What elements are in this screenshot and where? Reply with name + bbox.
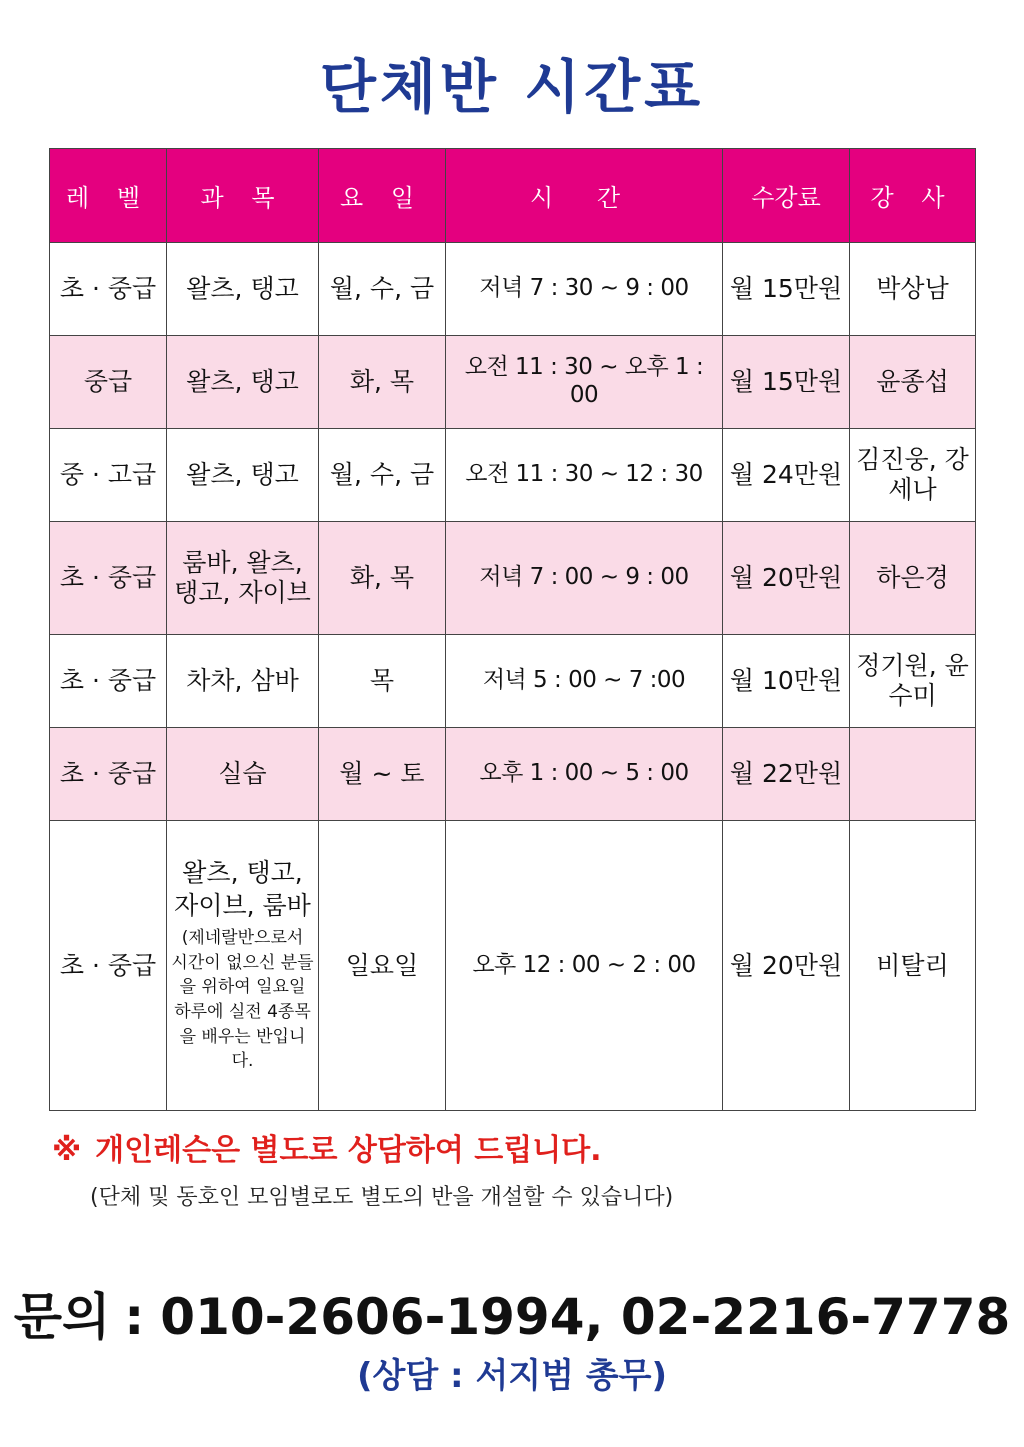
table-row: [50, 728, 976, 821]
header-instructor: 강 사: [850, 149, 976, 243]
cell-time: 저녁 5 : 00 ~ 7 :00: [446, 635, 723, 728]
subject-main: 왈츠, 탱고, 자이브, 룸바: [174, 858, 311, 920]
cell-days: 목: [319, 635, 446, 728]
schedule-table: [49, 148, 976, 1111]
cell-subject: 왈츠, 탱고: [167, 429, 319, 522]
cell-days: 화, 목: [319, 522, 446, 635]
header-time: 시 간: [446, 149, 723, 243]
cell-fee: 월 10만원: [723, 635, 850, 728]
cell-time: 저녁 7 : 30 ~ 9 : 00: [446, 243, 723, 336]
table-row: [50, 243, 976, 336]
table-row: [50, 336, 976, 429]
cell-days: 월, 수, 금: [319, 243, 446, 336]
cell-fee: 월 15만원: [723, 336, 850, 429]
cell-level: 초 · 중급: [50, 522, 167, 635]
cell-level: 초 · 중급: [50, 821, 167, 1111]
cell-level: 초 · 중급: [50, 243, 167, 336]
cell-time: 오전 11 : 30 ~ 12 : 30: [446, 429, 723, 522]
header-level: 레 벨: [50, 149, 167, 243]
cell-subject: 왈츠, 탱고: [167, 336, 319, 429]
reference-mark: ※: [52, 1133, 82, 1168]
cell-fee: 월 24만원: [723, 429, 850, 522]
cell-subject: 왈츠, 탱고: [167, 243, 319, 336]
private-lesson-notice: [52, 1125, 602, 1169]
cell-instructor: 윤종섭: [850, 336, 976, 429]
cell-instructor: 박상남: [850, 243, 976, 336]
subject-note: (제네랄반으로서 시간이 없으신 분들을 위하여 일요일 하루에 실전 4종목을 배우는 반입니다.: [171, 928, 314, 1072]
cell-fee: 월 22만원: [723, 728, 850, 821]
contact-line: [0, 1277, 1024, 1349]
contact-separator: :: [124, 1288, 145, 1346]
cell-time: 저녁 7 : 00 ~ 9 : 00: [446, 522, 723, 635]
cell-level: 초 · 중급: [50, 635, 167, 728]
contact-phones: 010-2606-1994, 02-2216-7778: [160, 1288, 1011, 1346]
cell-instructor: [850, 728, 976, 821]
cell-instructor: 정기원, 윤수미: [850, 635, 976, 728]
header-subject: 과 목: [167, 149, 319, 243]
cell-subject: 룸바, 왈츠, 탱고, 자이브: [167, 522, 319, 635]
cell-subject: 차차, 삼바: [167, 635, 319, 728]
cell-instructor: 김진웅, 강세나: [850, 429, 976, 522]
cell-instructor: 비탈리: [850, 821, 976, 1111]
contact-label: 문의: [13, 1288, 111, 1346]
cell-time: 오전 11 : 30 ~ 오후 1 : 00: [446, 336, 723, 429]
cell-level: 중급: [50, 336, 167, 429]
cell-days: 화, 목: [319, 336, 446, 429]
cell-time: 오후 12 : 00 ~ 2 : 00: [446, 821, 723, 1111]
table-row: [50, 429, 976, 522]
cell-level: 초 · 중급: [50, 728, 167, 821]
cell-subject: [167, 821, 319, 1111]
table-row: [50, 522, 976, 635]
counsel-contact: (상담 : 서지범 총무): [356, 1356, 668, 1396]
header-days: 요 일: [319, 149, 446, 243]
cell-fee: 월 20만원: [723, 821, 850, 1111]
cell-subject: 실습: [167, 728, 319, 821]
cell-time: 오후 1 : 00 ~ 5 : 00: [446, 728, 723, 821]
header-row: [50, 149, 976, 243]
cell-level: 중 · 고급: [50, 429, 167, 522]
notice-text: 개인레슨은 별도로 상담하여 드립니다.: [95, 1133, 602, 1168]
table-row: [50, 821, 976, 1111]
cell-fee: 월 15만원: [723, 243, 850, 336]
cell-days: 월, 수, 금: [319, 429, 446, 522]
cell-instructor: 하은경: [850, 522, 976, 635]
page-title: 단체반 시간표: [319, 53, 705, 121]
cell-fee: 월 20만원: [723, 522, 850, 635]
group-class-note: (단체 및 동호인 모임별로도 별도의 반을 개설할 수 있습니다): [90, 1185, 674, 1210]
cell-days: 일요일: [319, 821, 446, 1111]
header-fee: 수강료: [723, 149, 850, 243]
table-row: [50, 635, 976, 728]
cell-days: 월 ~ 토: [319, 728, 446, 821]
